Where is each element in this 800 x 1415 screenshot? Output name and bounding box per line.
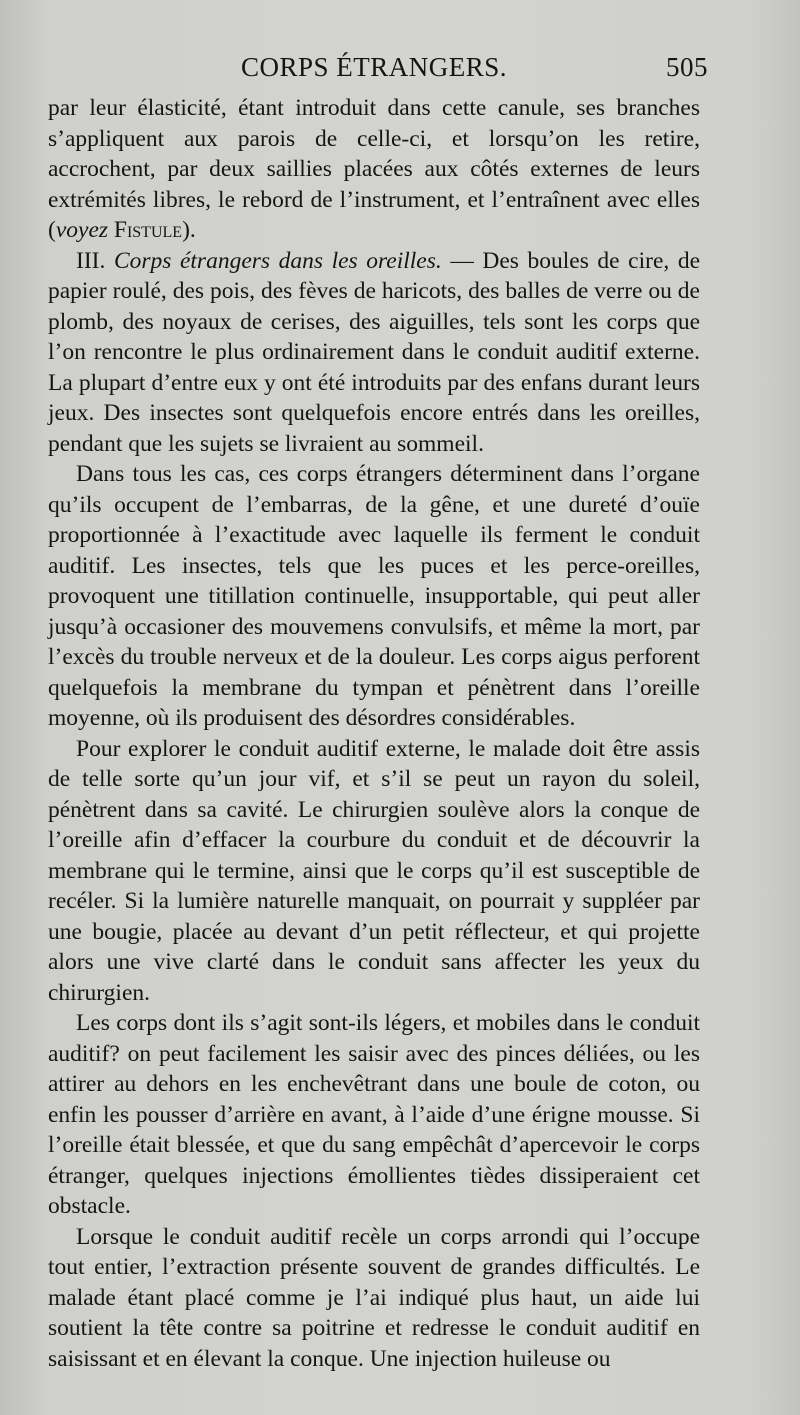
paragraph-1 — [48, 93, 700, 246]
section-heading: Corps étrangers dans les oreilles. — [113, 247, 442, 274]
paragraph-text: — Des boules de cire, de papier roulé, des pois, des fèves de haricots, des balles de verre ou de plomb, des noyaux de cerises, des aiguilles, tels sont les corps que l’on rencontre le plus ordinairement dans le conduit auditif externe. La plupart d’entre eux y ont été introduits par des enfans durant leurs jeux. Des insectes sont quelquefois encore entrés dans les oreilles, pendant que les sujets se livraient au sommeil. — [48, 247, 701, 457]
page-number: 505 — [666, 52, 708, 82]
paragraph-text: ). — [182, 217, 196, 243]
paragraph-4: Pour explorer le conduit auditif externe, le malade doit être assis de telle sorte qu’un jour vif, et s’il se peut un rayon du soleil, pénètrent dans sa cavité. Le chirurgien soulève alors la conque de l’oreille afin d’effacer la courbure du conduit et de découvrir la membrane qui le termine, ainsi que le corps qu’il est susceptible de recéler. Si la lumière naturelle manquait, on pourrait y suppléer par une bougie, placée au devant d’un petit réflecteur, et qui projette alors une vive clarté dans le conduit sans affecter les yeux du chirurgien. — [48, 735, 700, 1006]
paragraph-6: Lorsque le conduit auditif recèle un corps arrondi qui l’occupe tout entier, l’extraction présente souvent de grandes difficultés. Le malade étant placé comme je l’ai indiqué plus haut, un aide lui soutient la tête contre sa poitrine et redresse le conduit auditif en saisissant et en élevant la conque. Une injection huileuse ou — [48, 1223, 700, 1372]
cross-reference: Fistule — [113, 217, 183, 243]
reference-word: voyez — [55, 217, 109, 243]
paragraph-text: par leur élasticité, étant introduit dans cette canule, ses branches s’appliquent aux parois de celle-ci, et lorsqu’on les retire, accrochent, par deux saillies placées aux côtés externes de leurs extrémités libres, le rebord de l’instrument, et l’entraînent avec elles ( — [48, 95, 700, 243]
paragraph-3: Dans tous les cas, ces corps étrangers déterminent dans l’organe qu’ils occupent de l’embarras, de la gêne, et une dureté d’ouïe proportionnée à l’exactitude avec laquelle ils ferment le conduit auditif. Les insectes, tels que les puces et les perce-oreilles, provoquent une titillation continuelle, insupportable, qui peut aller jusqu’à occasioner des mouvemens convulsifs, et même la mort, par l’excès du trouble nerveux et de la douleur. Les corps aigus perforent quelquefois la membrane du tympan et pénètrent dans l’oreille moyenne, où ils produisent des désordres considérables. — [48, 461, 700, 731]
paragraph-5: Les corps dont ils s’agit sont-ils légers, et mobiles dans le conduit auditif? on peut facilement les saisir avec des pinces déliées, ou les attirer au dehors en les enchevêtrant dans une boule de coton, ou enfin les pousser d’arrière en avant, à l’aide d’une érigne mousse. Si l’oreille était blessée, et que du sang empêchât d’apercevoir le corps étranger, quelques injections émollientes tièdes dissiperaient cet obstacle. — [48, 1010, 700, 1219]
body-text — [48, 93, 700, 1374]
page-header — [48, 52, 708, 92]
paragraph-2 — [48, 246, 700, 460]
running-title: CORPS ÉTRANGERS. — [240, 52, 508, 82]
section-numeral: III. — [76, 247, 106, 274]
